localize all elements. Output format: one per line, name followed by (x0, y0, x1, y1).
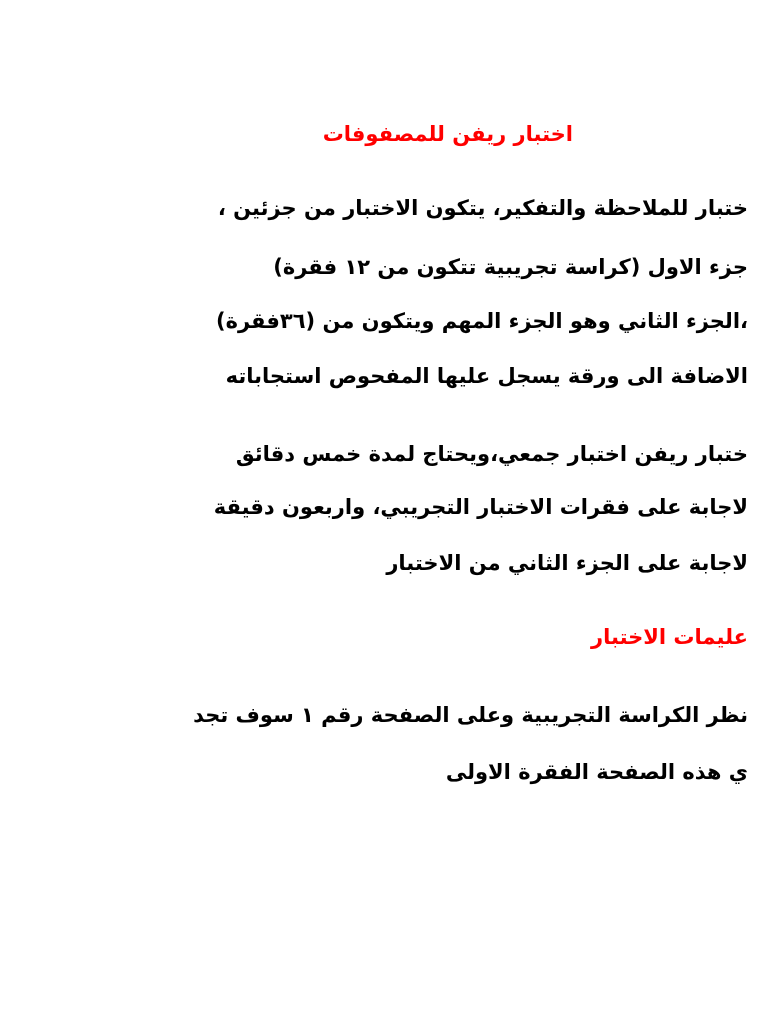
intro-line-2: جزء الاول (كراسة تجريبية تتكون من ١٢ فقرة) (273, 255, 748, 279)
intro-line-3: ،الجزء الثاني وهو الجزء المهم ويتكون من (٣٦فقرة) (215, 309, 748, 333)
timing-line-1: ختبار ريفن اختبار جمعي،ويحتاج لمدة خمس دقائق (235, 442, 748, 466)
timing-line-3: لاجابة على الجزء الثاني من الاختبار (386, 551, 748, 575)
intro-line-4: الاضافة الى ورقة يسجل عليها المفحوص استجاباته (225, 364, 748, 388)
intro-line-1: ختبار للملاحظة والتفكير، يتكون الاختبار من جزئين ، (217, 196, 748, 220)
timing-line-2: لاجابة على فقرات الاختبار التجريبي، واربعون دقيقة (213, 495, 748, 519)
instructions-heading: عليمات الاختبار (591, 625, 748, 649)
instruction-line-2: ي هذه الصفحة الفقرة الاولى (445, 760, 748, 784)
document-title: اختبار ريفن للمصفوفات (322, 122, 573, 146)
instruction-line-1: نظر الكراسة التجريبية وعلى الصفحة رقم ١ سوف تجد (193, 703, 748, 727)
